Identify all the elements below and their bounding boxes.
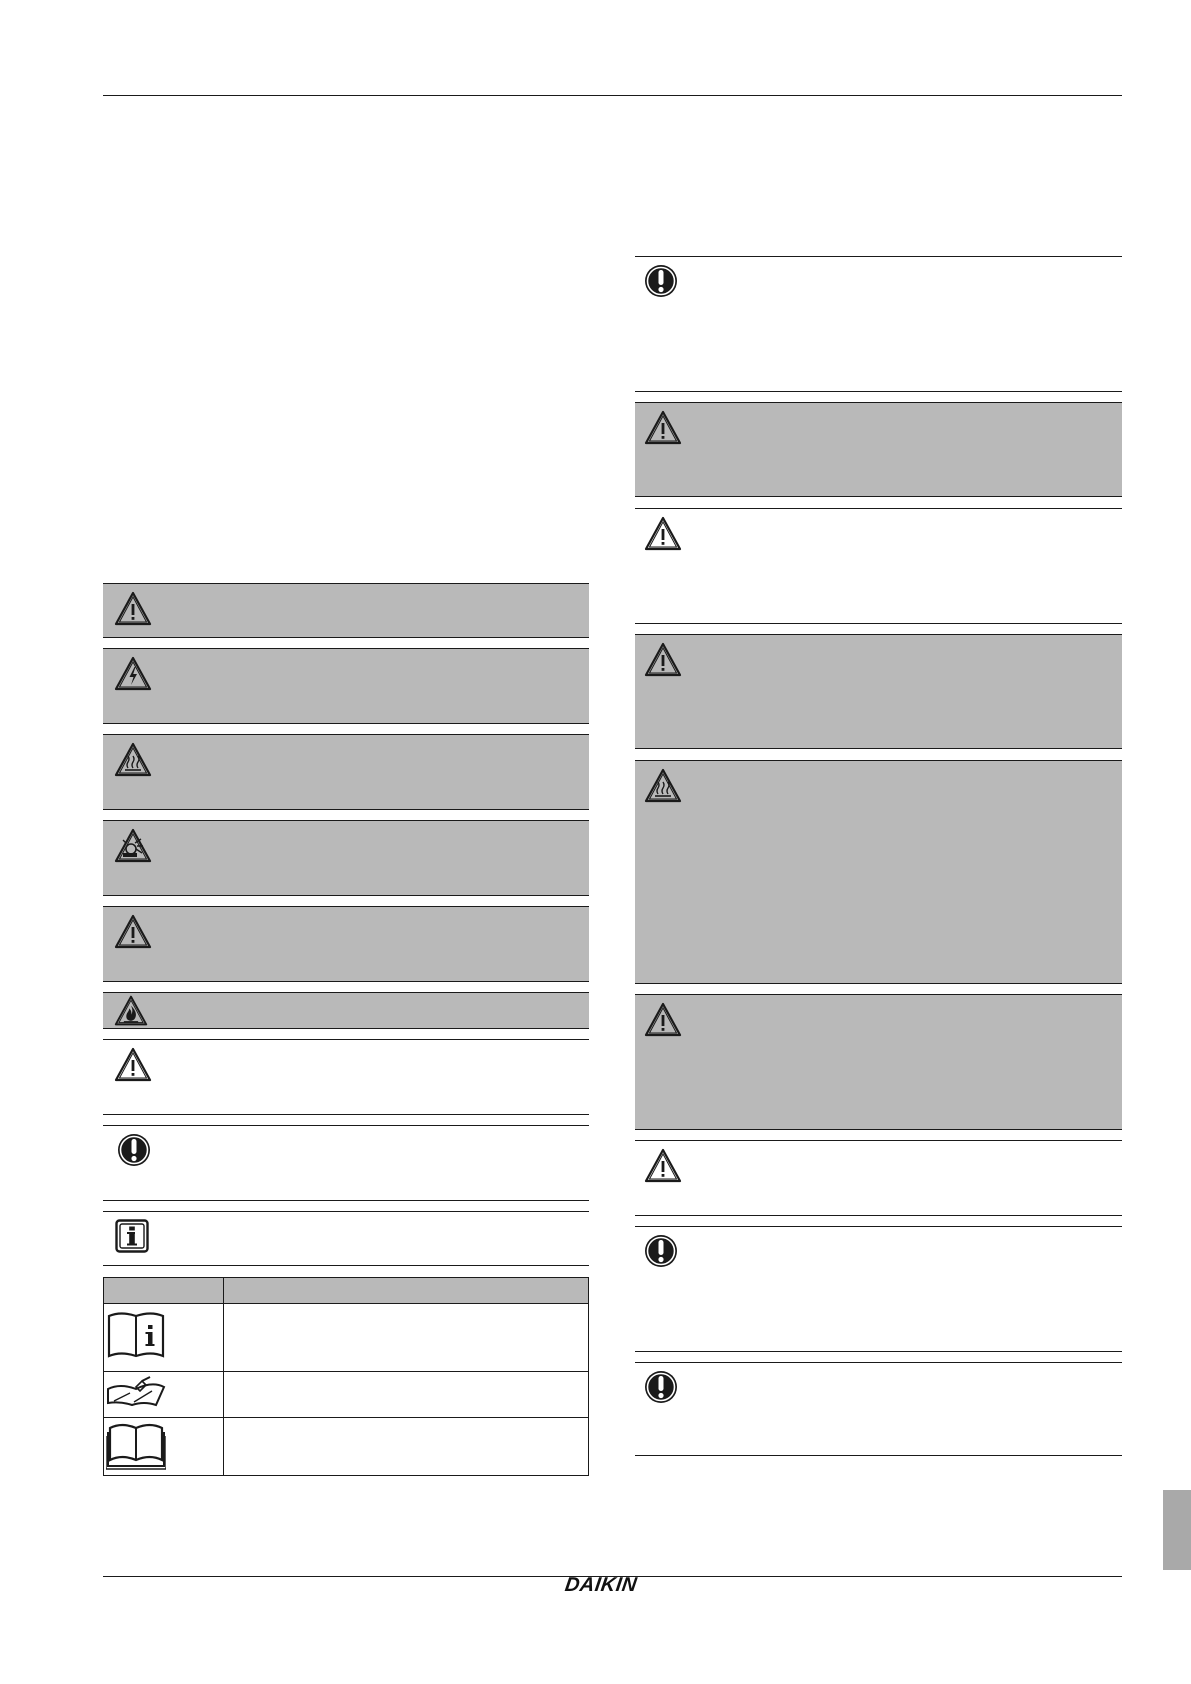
- legend-header-row: [104, 1278, 589, 1304]
- legend-icon-cell: [104, 1418, 224, 1476]
- electrocution-warning-icon: [113, 655, 153, 698]
- legend-text-cell: [224, 1418, 589, 1476]
- warning-triangle-icon: [113, 913, 153, 956]
- table-row: [104, 1372, 589, 1418]
- caution-panel: [635, 508, 1122, 624]
- daikin-logo: DAIKIN: [563, 1574, 639, 1596]
- warning-panel: [635, 402, 1122, 497]
- table-row: [104, 1304, 589, 1372]
- legend-text-cell: [224, 1304, 589, 1372]
- flammable-warning-panel: [103, 992, 589, 1029]
- flammable-warning-icon: [113, 994, 149, 1033]
- manual-legend-table: [103, 1277, 589, 1476]
- installation-manual-icon: [106, 1457, 166, 1474]
- notice-panel: [635, 1226, 1122, 1352]
- hot-surface-warning-icon: [113, 741, 153, 784]
- legend-header-text-cell: [224, 1278, 589, 1304]
- legend-icon-cell: [104, 1304, 224, 1372]
- side-language-tab: [1163, 1490, 1191, 1570]
- warning-triangle-icon: [643, 409, 683, 452]
- information-icon: [115, 1219, 149, 1258]
- notice-panel: [635, 1362, 1122, 1456]
- exclamation-circle-icon: [643, 263, 679, 304]
- header-rule: [103, 95, 1122, 96]
- legend-text-cell: [224, 1372, 589, 1418]
- service-manual-icon: [106, 1396, 166, 1413]
- exclamation-circle-icon: [643, 1369, 679, 1410]
- information-panel: [103, 1211, 589, 1266]
- caution-panel: [635, 1140, 1122, 1216]
- warning-triangle-icon: [643, 1001, 683, 1044]
- notice-panel: [103, 1125, 589, 1201]
- legend-header-icon-cell: [104, 1278, 224, 1304]
- warning-triangle-icon: [113, 590, 153, 633]
- read-info-manual-icon: [106, 1349, 166, 1366]
- table-row: [104, 1418, 589, 1476]
- exclamation-circle-icon: [116, 1132, 152, 1173]
- warning-triangle-icon: [113, 1046, 153, 1089]
- electrocution-warning-panel: [103, 648, 589, 724]
- warning-panel: [635, 994, 1122, 1130]
- caution-panel: [103, 1039, 589, 1115]
- hot-surface-warning-icon: [643, 767, 683, 810]
- notice-panel: [635, 256, 1122, 392]
- warning-panel: [635, 634, 1122, 749]
- warning-panel: [103, 583, 589, 638]
- warning-panel: [103, 906, 589, 982]
- warning-triangle-icon: [643, 641, 683, 684]
- warning-triangle-icon: [643, 515, 683, 558]
- hot-surface-warning-panel: [103, 734, 589, 810]
- warning-triangle-icon: [643, 1147, 683, 1190]
- explosion-warning-panel: [103, 820, 589, 896]
- explosion-warning-icon: [113, 827, 153, 870]
- hot-surface-warning-panel: [635, 760, 1122, 984]
- legend-icon-cell: [104, 1372, 224, 1418]
- exclamation-circle-icon: [643, 1233, 679, 1274]
